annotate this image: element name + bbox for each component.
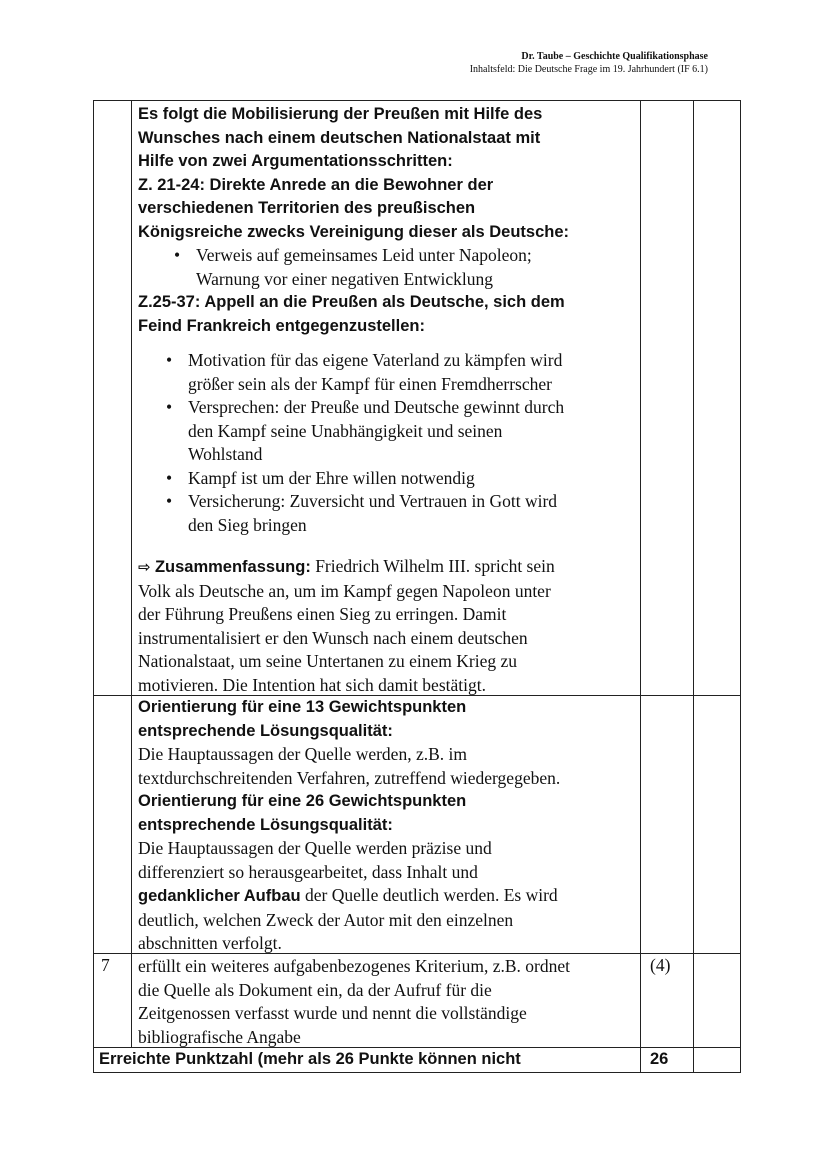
intro-text: Es folgt die Mobilisierung der Preußen mit Hilfe des Wunsches nach einem deutschen Nationalstaat mit Hilfe von zwei Argumentationsschritten: Z. 21-24: Direkte Anrede an die Bewohner der verschiedenen Territorien des preußischen Königsreiche zwecks Vereinigung dieser als Deutsche: [138, 103, 569, 244]
summary: ⇨ Zusammenfassung: Friedrich Wilhelm III. spricht sein Volk als Deutsche an, um im Kampf gegen Napoleon unter der Führung Preußens einen Sieg zu erringen. Damit instrumentalisiert er den Wunsch nach einem deutschen Nationalstaat, um seine Untertanen zu einem Krieg zu motivieren. Die Intention hat sich damit bestätigt. [138, 556, 555, 695]
criterion-points: (4) [650, 955, 671, 975]
bullet-icon: • [166, 491, 173, 511]
list-item: • Kampf ist um der Ehre willen notwendig [188, 467, 564, 491]
arrow-icon: ⇨ [138, 558, 151, 576]
row-number: 7 [101, 955, 110, 975]
bullet-icon: • [166, 350, 173, 370]
step2-heading: Z.25-37: Appell an die Preußen als Deutsche, sich dem Feind Frankreich entgegenzustellen: [138, 293, 565, 335]
list-item: • Versprechen: der Preuße und Deutsche gewinnt durch den Kampf seine Unabhängigkeit und seinen Wohlstand [166, 397, 565, 464]
quality-criteria: Orientierung für eine 13 Gewichtspunkten entsprechende Lösungsqualität: Die Hauptaussagen der Quelle werden, z.B. im textdurchschreitenden Verfahren, zutreffend wiedergegeben. Orientierung für eine 26 Gewichtspunkten entsprechende Lösungsqualität: Die Hauptaussagen der Quelle werden präzise und differenziert so herausgearbeitet, dass Inhalt und gedanklicher Aufbau der Quelle deutlich werden. Es wird deutlich, welchen Zweck der Autor mit den einzelnen abschnitten verfolgt. [138, 698, 561, 953]
step2-bullets [166, 349, 565, 537]
heading-13: Orientierung für eine 13 Gewichtspunkten entsprechende Lösungsqualität: [138, 698, 467, 740]
header-subtitle: Inhaltsfeld: Die Deutsche Frage im 19. Jahrhundert (IF 6.1) [469, 64, 708, 75]
step1-heading: Z. 21-24: Direkte Anrede an die Bewohner der verschiedenen Territorien des preußischen Königsreiche zwecks Vereinigung dieser als Deutsche: [138, 175, 569, 241]
heading-26: Orientierung für eine 26 Gewichtspunkten entsprechende Lösungsqualität: [138, 792, 467, 834]
page-header [470, 50, 708, 76]
list-item: • Motivation für das eigene Vaterland zu kämpfen wird größer sein als der Kampf für einen Fremdherrscher [166, 350, 563, 394]
bullet-icon: • [174, 245, 181, 265]
bullet-icon: • [166, 467, 173, 488]
criterion-text: erfüllt ein weiteres aufgabenbezogenes Kriterium, z.B. ordnet die Quelle als Dokument ein, da der Aufruf für die Zeitgenossen verfasst wurde und nennt die vollständige bibliografische Angabe [138, 956, 570, 1047]
step1-bullet: • Verweis auf gemeinsames Leid unter Napoleon; Warnung vor einer negativen Entwicklung [174, 245, 532, 289]
bullet-icon: • [166, 397, 173, 417]
header-title: Dr. Taube – Geschichte Qualifikationsphase [521, 51, 708, 62]
total-label: Erreichte Punktzahl (mehr als 26 Punkte können nicht [99, 1050, 521, 1068]
total-points: 26 [650, 1050, 669, 1068]
list-item: • Versicherung: Zuversicht und Vertrauen in Gott wird den Sieg bringen [166, 491, 558, 535]
summary-label: Zusammenfassung: [154, 558, 311, 576]
